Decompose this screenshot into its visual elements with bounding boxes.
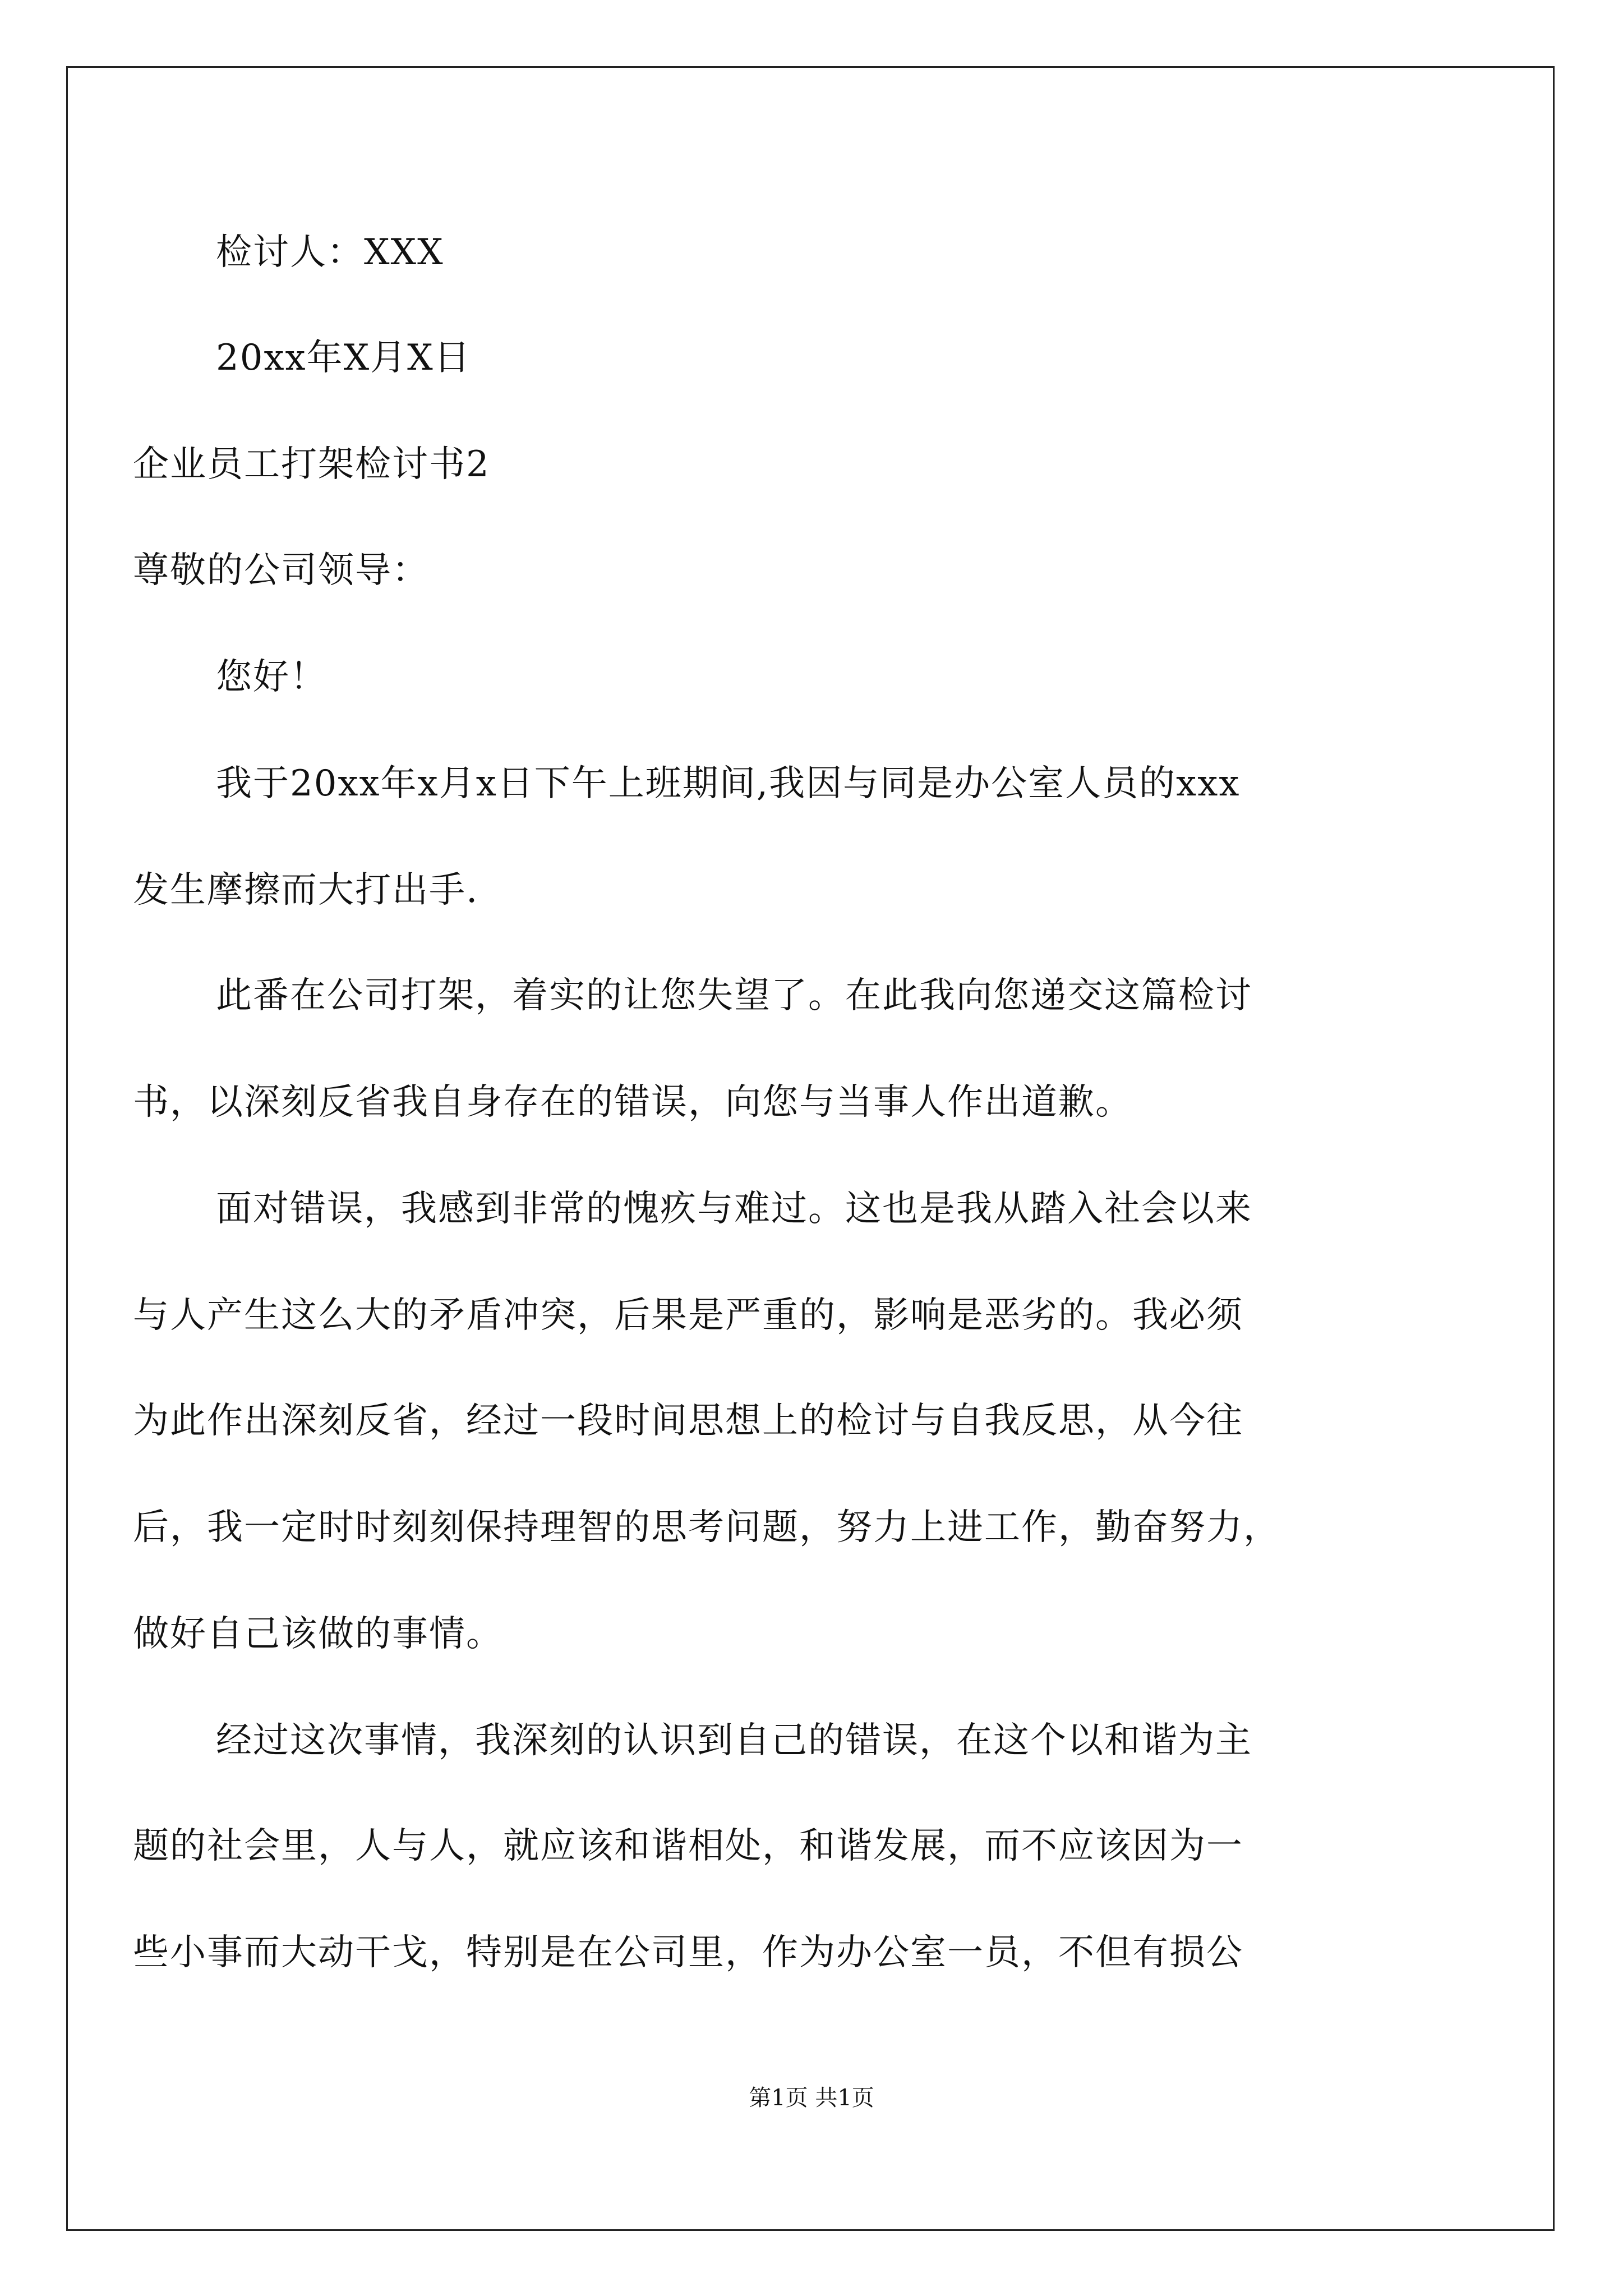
paragraph-1-line-1: 我于20xx年x月x日下午上班期间,我因与同是办公室人员的xxx	[216, 763, 1241, 804]
paragraph-4-line-2: 题的社会里，人与人，就应该和谐相处，和谐发展，而不应该因为一	[133, 1825, 1243, 1867]
reviewer-line: 检讨人：XXX	[216, 232, 444, 273]
paragraph-3-line-2: 与人产生这么大的矛盾冲突，后果是严重的，影响是恶劣的。我必须	[133, 1295, 1243, 1336]
page-border	[66, 66, 1555, 2231]
paragraph-4-line-1: 经过这次事情，我深刻的认识到自己的错误，在这个以和谐为主	[216, 1720, 1252, 1761]
paragraph-3-line-1: 面对错误，我感到非常的愧疚与难过。这也是我从踏入社会以来	[216, 1188, 1252, 1230]
document-title: 企业员工打架检讨书2	[133, 444, 490, 485]
paragraph-2-line-1: 此番在公司打架，着实的让您失望了。在此我向您递交这篇检讨	[216, 975, 1252, 1016]
page-footer: 第1页 共1页	[749, 2085, 874, 2111]
date-line: 20xx年X月X日	[216, 337, 471, 379]
salutation: 尊敬的公司领导：	[133, 550, 429, 591]
paragraph-3-line-4: 后，我一定时时刻刻保持理智的思考问题，努力上进工作，勤奋努力，	[133, 1507, 1280, 1548]
greeting: 您好！	[216, 656, 327, 698]
paragraph-2-line-2: 书，以深刻反省我自身存在的错误，向您与当事人作出道歉。	[133, 1082, 1132, 1123]
paragraph-3-line-5: 做好自己该做的事情。	[133, 1613, 503, 1655]
paragraph-4-line-3: 些小事而大动干戈，特别是在公司里，作为办公室一员，不但有损公	[133, 1932, 1243, 1973]
paragraph-1-line-2: 发生摩擦而大打出手.	[133, 869, 479, 911]
paragraph-3-line-3: 为此作出深刻反省，经过一段时间思想上的检讨与自我反思，从今往	[133, 1400, 1243, 1442]
